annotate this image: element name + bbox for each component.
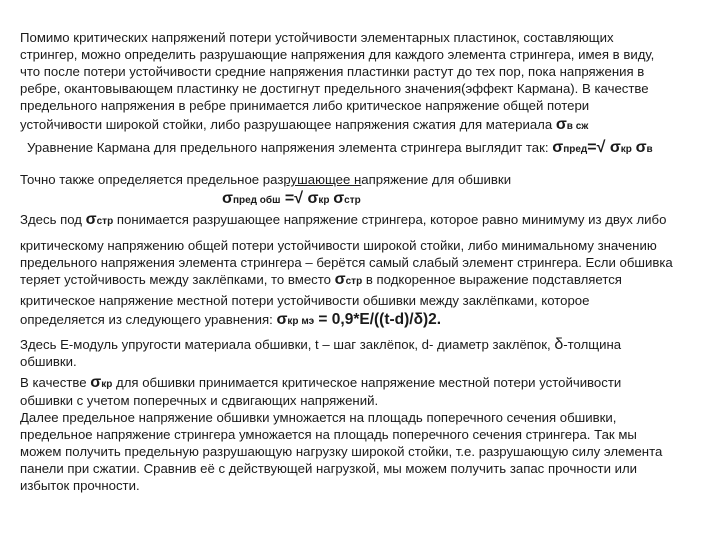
sigma-symbol: σ bbox=[276, 311, 288, 328]
sigma-symbol: σ bbox=[90, 374, 102, 391]
paragraph-line: стрингер, можно определить разрушающие напряжения для каждого элемента стрингера, имея в виду, bbox=[20, 47, 655, 62]
paragraph-line: обшивки. bbox=[20, 354, 77, 369]
sigma-subscript: пред bbox=[563, 144, 588, 155]
paragraph-line-with-symbol: Здесь E-модуль упругости материала обшивки, t – шаг заклёпок, d- диаметр заклёпок, δ-толщина bbox=[20, 336, 622, 353]
paragraph-line: Далее предельное напряжение обшивки умножается на площадь поперечного сечения обшивки, bbox=[20, 410, 617, 425]
sigma-symbol: σ bbox=[222, 190, 233, 207]
paragraph-line-with-formula: В качестве σкр для обшивки принимается критическое напряжение местной потери устойчивости bbox=[20, 374, 622, 391]
paragraph-line: что после потери устойчивости средние напряжения пластинки растут до тех пор, пока напряжения в bbox=[20, 64, 645, 79]
equals-root: =√ bbox=[587, 139, 610, 156]
sigma-subscript: пред обш bbox=[232, 195, 281, 206]
sigma-subscript: в bbox=[646, 144, 653, 155]
paragraph-line: предельного напряжения элемента стрингера – берётся самый слабый элемент стрингера. Если обшивка bbox=[20, 255, 673, 270]
sigma-symbol: σ bbox=[609, 139, 621, 156]
sigma-subscript: стр bbox=[344, 195, 361, 206]
paragraph-line: панели при сжатии. Сравнив её с действующей нагрузкой, мы можем получить запас прочности или bbox=[20, 461, 638, 476]
sigma-subscript: кр bbox=[318, 195, 330, 206]
paragraph-line: критическому напряжению общей потери устойчивости широкой стойки, либо минимальному значению bbox=[20, 238, 657, 253]
paragraph-line: предельное напряжение стрингера умножается на площадь поперечного сечения стрингера. Так мы bbox=[20, 427, 637, 442]
equation-line: определяется из следующего уравнения: σкр мэ = 0,9*E/((t-d)/δ)2. bbox=[20, 311, 442, 328]
paragraph-line: ребре, окантовывающем пластинку не достигнут предельного значения(эффект Кармана). В качестве bbox=[20, 81, 649, 96]
paragraph-line: критическое напряжение местной потери устойчивости обшивки между заклёпками, которое bbox=[20, 293, 590, 308]
skin-equation-line bbox=[222, 191, 361, 209]
equation-formula: = 0,9*E/((t-d)/δ)2. bbox=[314, 311, 442, 328]
paragraph-line: избыток прочности. bbox=[20, 478, 140, 493]
sigma-subscript: стр bbox=[96, 216, 114, 227]
underlined-text: рушающее н bbox=[283, 172, 362, 187]
paragraph-line: предельного напряжения в ребре принимается либо критическое напряжение общей потери bbox=[20, 98, 590, 113]
karman-equation-line bbox=[27, 140, 653, 158]
sigma-subscript: кр мэ bbox=[287, 316, 315, 327]
sigma-symbol: σ bbox=[334, 271, 346, 288]
paragraph-line: Точно также определяется предельное разрушающее напряжение для обшивки bbox=[20, 172, 512, 187]
sigma-symbol: σ bbox=[555, 116, 567, 133]
paragraph-line: можем получить предельную разрушающую нагрузку широкой стойки, т.е. разрушающую силу элемента bbox=[20, 444, 663, 459]
sigma-symbol: σ bbox=[552, 139, 564, 156]
equals-root: =√ bbox=[280, 190, 308, 207]
paragraph-line: обшивки с учетом поперечных и сдвигающих напряжений. bbox=[20, 393, 379, 408]
sigma-subscript: в сж bbox=[566, 121, 589, 132]
paragraph-line-with-formula bbox=[20, 117, 588, 135]
line-text: Уравнение Кармана для предельного напряжения элемента стрингера выглядит так: bbox=[27, 140, 553, 155]
sigma-symbol: σ bbox=[307, 190, 319, 207]
sigma-symbol: σ bbox=[635, 139, 647, 156]
sigma-subscript: стр bbox=[345, 276, 363, 287]
sigma-symbol: σ bbox=[333, 190, 345, 207]
paragraph-line: Помимо критических напряжений потери устойчивости элементарных пластинок, составляющих bbox=[20, 30, 614, 45]
sigma-subscript: кр bbox=[620, 144, 632, 155]
paragraph-line-with-formula: Здесь под σстр понимается разрушающее напряжение стрингера, которое равно минимуму из двух либо bbox=[20, 211, 667, 228]
line-text: устойчивости широкой стойки, либо разрушающее напряжения сжатия для материала bbox=[20, 117, 556, 132]
paragraph-line-with-formula: теряет устойчивость между заклёпками, то вместо σстр в подкоренное выражение подставляется bbox=[20, 271, 622, 288]
sigma-subscript: кр bbox=[101, 379, 113, 390]
delta-symbol: δ bbox=[554, 336, 564, 353]
sigma-symbol: σ bbox=[85, 211, 97, 228]
